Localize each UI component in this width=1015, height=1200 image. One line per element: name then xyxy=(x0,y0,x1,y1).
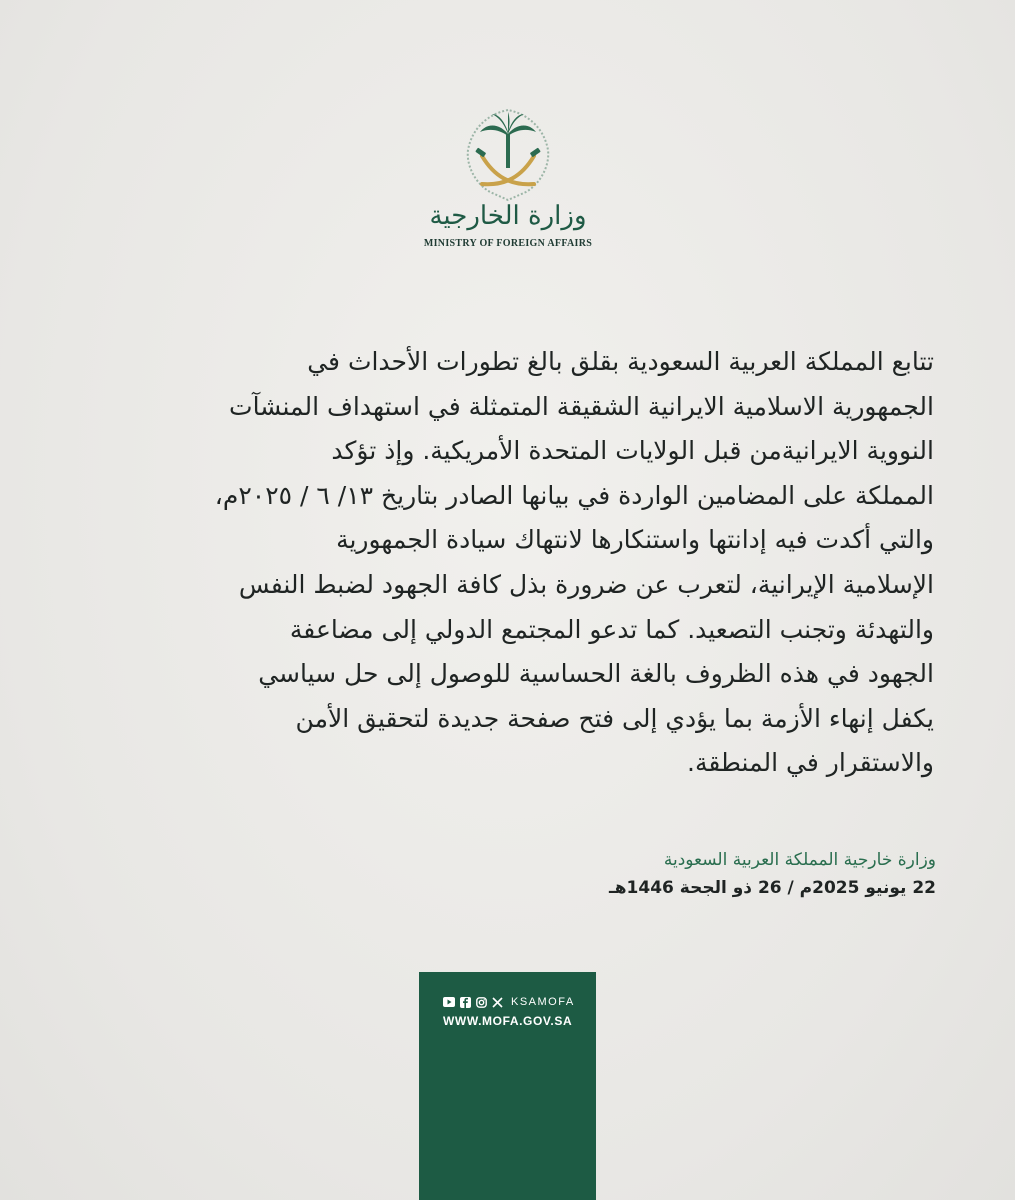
social-handle[interactable]: KSAMOFA xyxy=(511,996,575,1008)
statement-line: والاستقرار في المنطقة. xyxy=(687,748,934,778)
statement-line: الجمهورية الاسلامية الايرانية الشقيقة المتمثلة في استهداف المنشآت xyxy=(229,391,934,421)
statement-line: والتهدئة وتجنب التصعيد. كما تدعو المجتمع الدولي إلى مضاعفة xyxy=(289,614,934,644)
statement-line: الإسلامية الإيرانية، لتعرب عن ضرورة بذل كافة الجهود لضبط النفس xyxy=(238,569,934,599)
x-icon[interactable] xyxy=(491,996,503,1008)
instagram-icon[interactable] xyxy=(475,996,487,1008)
issuer-name: وزارة خارجية المملكة العربية السعودية xyxy=(663,850,936,870)
statement-line: يكفل إنهاء الأزمة بما يؤدي إلى فتح صفحة جديدة لتحقيق الأمن xyxy=(295,703,934,733)
footer-panel xyxy=(419,972,596,1200)
website-link[interactable]: WWW.MOFA.GOV.SA xyxy=(443,1014,573,1028)
facebook-icon[interactable] xyxy=(459,996,471,1008)
statement-line: الجهود في هذه الظروف بالغة الحساسية للوصول إلى حل سياسي xyxy=(258,659,934,689)
statement-line: تتابع المملكة العربية السعودية بقلق بالغ تطورات الأحداث في xyxy=(307,347,934,376)
saudi-emblem-icon xyxy=(458,104,558,204)
ministry-arabic-logotype: وزارة الخارجية xyxy=(429,201,587,231)
signature-block xyxy=(560,846,936,902)
statement-line: والتي أكدت فيه إدانتها واستنكارها لانتهاك سيادة الجمهورية xyxy=(336,525,934,555)
statement-line: النووية الايرانيةمن قبل الولايات المتحدة الأمريكية. وإذ تؤكد xyxy=(331,436,934,466)
issue-date: 22 يونيو 2025م / 26 ذو الجحة 1446هـ xyxy=(608,878,936,898)
youtube-icon[interactable] xyxy=(443,996,455,1008)
social-links xyxy=(443,994,583,1010)
ministry-english-name: MINISTRY OF FOREIGN AFFAIRS xyxy=(423,238,593,249)
statement-body xyxy=(78,340,934,786)
statement-line: المملكة على المضامين الواردة في بيانها الصادر بتاريخ ١٣/ ٦ / ٢٠٢٥م، xyxy=(214,480,934,510)
